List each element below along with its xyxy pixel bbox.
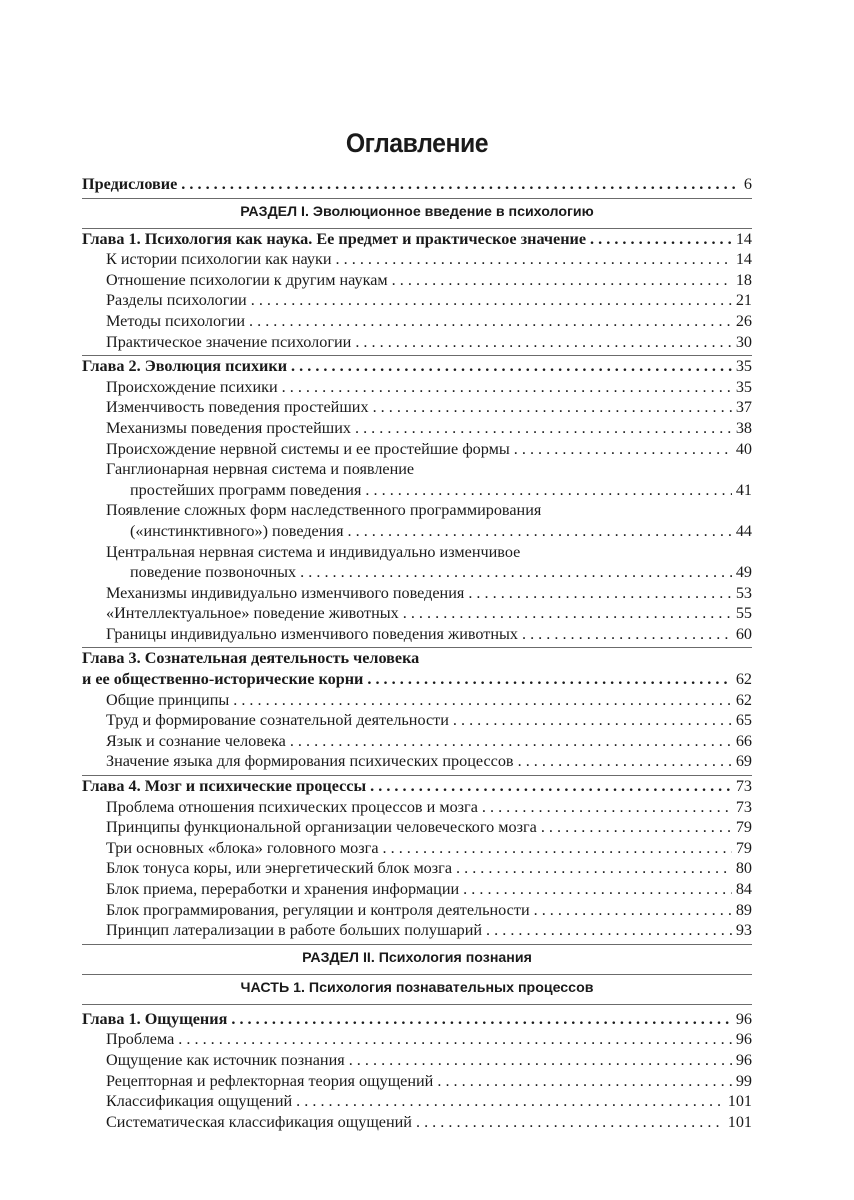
table-of-contents <box>82 174 752 1132</box>
toc-entry[interactable]: Разделы психологии . . . 21 <box>82 290 752 311</box>
toc-entry-preface[interactable]: Предисловие . . . 6 <box>82 174 752 195</box>
toc-entry[interactable]: Три основных «блока» головного мозга . . . 79 <box>82 838 752 859</box>
toc-entry[interactable]: Систематическая классификация ощущений . . . 101 <box>82 1112 752 1133</box>
toc-entry[interactable]: Происхождение нервной системы и ее простейшие формы . . . 40 <box>82 439 752 460</box>
toc-entry[interactable]: Границы индивидуально изменчивого поведения животных . . . 60 <box>82 624 752 645</box>
toc-entry[interactable]: Проблема . . . 96 <box>82 1029 752 1050</box>
toc-entry[interactable]: Ощущение как источник познания . . . 96 <box>82 1050 752 1071</box>
toc-chapter-2[interactable]: Глава 2. Эволюция психики . . . 35 <box>82 356 752 377</box>
toc-chapter-4[interactable]: Глава 4. Мозг и психические процессы . . . 73 <box>82 776 752 797</box>
toc-entry-cont[interactable]: («инстинктивного») поведения . . . 44 <box>82 521 752 542</box>
toc-entry[interactable]: Механизмы индивидуально изменчивого поведения . . . 53 <box>82 583 752 604</box>
toc-entry[interactable]: «Интеллектуальное» поведение животных . . . 55 <box>82 603 752 624</box>
toc-entry[interactable]: Блок программирования, регуляции и контроля деятельности . . . 89 <box>82 900 752 921</box>
toc-entry[interactable]: Проблема отношения психических процессов и мозга . . . 73 <box>82 797 752 818</box>
toc-entry[interactable]: Происхождение психики . . . 35 <box>82 377 752 398</box>
section-heading-2: РАЗДЕЛ II. Психология познания <box>302 949 532 966</box>
page-title: Оглавление <box>345 128 489 158</box>
toc-entry[interactable]: Рецепторная и рефлекторная теория ощущений . . . 99 <box>82 1071 752 1092</box>
toc-entry[interactable]: Центральная нервная система и индивидуально изменчивое <box>106 542 521 561</box>
toc-entry[interactable]: Принцип латерализации в работе больших полушарий . . . 93 <box>82 920 752 941</box>
section-heading-1: РАЗДЕЛ I. Эволюционное введение в психологию <box>240 203 594 220</box>
toc-chapter-3[interactable]: Глава 3. Сознательная деятельность человека <box>82 649 420 668</box>
toc-entry[interactable]: Изменчивость поведения простейших . . . 37 <box>82 397 752 418</box>
toc-chapter-s2-1[interactable]: Глава 1. Ощущения . . . 96 <box>82 1009 752 1030</box>
toc-chapter-1[interactable]: Глава 1. Психология как наука. Ее предмет и практическое значение . . . 14 <box>82 229 752 250</box>
toc-entry[interactable]: Блок тонуса коры, или энергетический блок мозга . . . 80 <box>82 858 752 879</box>
part-heading-1: ЧАСТЬ 1. Психология познавательных процессов <box>240 979 594 996</box>
toc-entry[interactable]: Ганглионарная нервная система и появление <box>106 460 415 479</box>
toc-entry[interactable]: Отношение психологии к другим наукам . . . 18 <box>82 270 752 291</box>
toc-entry[interactable]: Язык и сознание человека . . . 66 <box>82 731 752 752</box>
toc-entry[interactable]: Методы психологии . . . 26 <box>82 311 752 332</box>
toc-entry[interactable]: Механизмы поведения простейших . . . 38 <box>82 418 752 439</box>
toc-entry[interactable]: Значение языка для формирования психических процессов . . . 69 <box>82 751 752 772</box>
toc-entry-cont[interactable]: простейших программ поведения . . . 41 <box>82 480 752 501</box>
toc-entry[interactable]: Появление сложных форм наследственного программирования <box>106 501 542 520</box>
toc-entry[interactable]: Принципы функциональной организации человеческого мозга . . . 79 <box>82 817 752 838</box>
toc-entry[interactable]: Классификация ощущений . . . 101 <box>82 1091 752 1112</box>
toc-chapter-3-cont[interactable]: и ее общественно-исторические корни . . . 62 <box>82 669 752 690</box>
toc-entry[interactable]: Практическое значение психологии . . . 30 <box>82 332 752 353</box>
toc-entry[interactable]: Труд и формирование сознательной деятельности . . . 65 <box>82 710 752 731</box>
toc-entry[interactable]: К истории психологии как науки . . . 14 <box>82 249 752 270</box>
toc-entry[interactable]: Блок приема, переработки и хранения информации . . . 84 <box>82 879 752 900</box>
toc-entry-cont[interactable]: поведение позвоночных . . . 49 <box>82 562 752 583</box>
toc-entry[interactable]: Общие принципы . . . 62 <box>82 690 752 711</box>
